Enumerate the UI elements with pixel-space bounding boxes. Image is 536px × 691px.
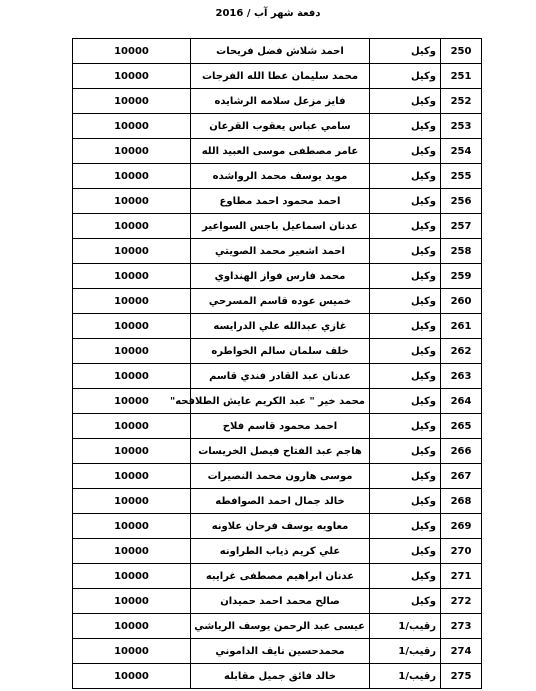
name-cell: خالد جمال احمد الصوافطه <box>191 489 370 514</box>
table-row <box>73 614 482 639</box>
table-row <box>73 464 482 489</box>
row-number-cell: 271 <box>441 564 482 589</box>
row-number-cell: 261 <box>441 314 482 339</box>
name-cell: محمد خير " عبد الكريم عايش الطلافحه" <box>191 389 370 414</box>
name-cell: سامي عباس يعقوب القرعان <box>191 114 370 139</box>
rank-cell: وكيل <box>370 589 441 614</box>
payment-table <box>72 38 482 689</box>
amount-cell: 10000 <box>73 139 191 164</box>
table-row <box>73 589 482 614</box>
name-cell: غازي عبدالله علي الدرايسه <box>191 314 370 339</box>
table-row <box>73 214 482 239</box>
amount-cell: 10000 <box>73 639 191 664</box>
row-number-cell: 264 <box>441 389 482 414</box>
name-cell: عدنان عبد القادر فندي قاسم <box>191 364 370 389</box>
amount-cell: 10000 <box>73 39 191 64</box>
amount-cell: 10000 <box>73 414 191 439</box>
row-number-cell: 272 <box>441 589 482 614</box>
amount-cell: 10000 <box>73 314 191 339</box>
amount-cell: 10000 <box>73 64 191 89</box>
table-row <box>73 414 482 439</box>
page-title: دفعة شهر آب / 2016 <box>215 8 321 19</box>
amount-cell: 10000 <box>73 364 191 389</box>
row-number-cell: 251 <box>441 64 482 89</box>
amount-cell: 10000 <box>73 189 191 214</box>
row-number-cell: 275 <box>441 664 482 689</box>
table-row <box>73 364 482 389</box>
name-cell: محمد سليمان عطا الله الفرجات <box>191 64 370 89</box>
rank-cell: وكيل <box>370 364 441 389</box>
row-number-cell: 256 <box>441 189 482 214</box>
rank-cell: وكيل <box>370 439 441 464</box>
name-cell: محمد فارس فواز الهنداوي <box>191 264 370 289</box>
table-row <box>73 239 482 264</box>
table-row <box>73 89 482 114</box>
rank-cell: وكيل <box>370 64 441 89</box>
amount-cell: 10000 <box>73 264 191 289</box>
name-cell: فايز مزعل سلامه الرشايده <box>191 89 370 114</box>
rank-cell: وكيل <box>370 514 441 539</box>
name-cell: عدنان ابراهيم مصطفى غرايبه <box>191 564 370 589</box>
table-row <box>73 314 482 339</box>
table-row <box>73 439 482 464</box>
row-number-cell: 255 <box>441 164 482 189</box>
name-cell: خالد فائق جميل مقابله <box>191 664 370 689</box>
table-row <box>73 114 482 139</box>
table-row <box>73 639 482 664</box>
row-number-cell: 252 <box>441 89 482 114</box>
name-cell: احمد محمود قاسم فلاح <box>191 414 370 439</box>
amount-cell: 10000 <box>73 589 191 614</box>
row-number-cell: 260 <box>441 289 482 314</box>
row-number-cell: 266 <box>441 439 482 464</box>
amount-cell: 10000 <box>73 489 191 514</box>
table-row <box>73 664 482 689</box>
rank-cell: وكيل <box>370 139 441 164</box>
amount-cell: 10000 <box>73 339 191 364</box>
amount-cell: 10000 <box>73 214 191 239</box>
rank-cell: وكيل <box>370 539 441 564</box>
name-cell: احمد اشعير محمد الصويتي <box>191 239 370 264</box>
amount-cell: 10000 <box>73 514 191 539</box>
row-number-cell: 265 <box>441 414 482 439</box>
name-cell: صالح محمد احمد حميدان <box>191 589 370 614</box>
rank-cell: رقيب/1 <box>370 614 441 639</box>
amount-cell: 10000 <box>73 439 191 464</box>
amount-cell: 10000 <box>73 664 191 689</box>
rank-cell: وكيل <box>370 389 441 414</box>
rank-cell: وكيل <box>370 189 441 214</box>
name-cell: احمد شلاش فضل فريحات <box>191 39 370 64</box>
row-number-cell: 253 <box>441 114 482 139</box>
name-cell: علي كريم ذياب الطراونه <box>191 539 370 564</box>
rank-cell: وكيل <box>370 214 441 239</box>
name-cell: محمدحسين نايف الداموني <box>191 639 370 664</box>
amount-cell: 10000 <box>73 539 191 564</box>
table-row <box>73 64 482 89</box>
table-row <box>73 339 482 364</box>
amount-cell: 10000 <box>73 389 191 414</box>
rank-cell: وكيل <box>370 489 441 514</box>
table-row <box>73 564 482 589</box>
amount-cell: 10000 <box>73 464 191 489</box>
name-cell: عدنان اسماعيل باجس السواعير <box>191 214 370 239</box>
name-cell: خلف سلمان سالم الخواطره <box>191 339 370 364</box>
table-row <box>73 189 482 214</box>
row-number-cell: 263 <box>441 364 482 389</box>
rank-cell: وكيل <box>370 314 441 339</box>
row-number-cell: 268 <box>441 489 482 514</box>
amount-cell: 10000 <box>73 89 191 114</box>
name-cell: موسى هارون محمد النصيرات <box>191 464 370 489</box>
rank-cell: وكيل <box>370 89 441 114</box>
amount-cell: 10000 <box>73 289 191 314</box>
name-cell: خميس عوده قاسم المسرحي <box>191 289 370 314</box>
row-number-cell: 273 <box>441 614 482 639</box>
row-number-cell: 259 <box>441 264 482 289</box>
table-row <box>73 489 482 514</box>
row-number-cell: 254 <box>441 139 482 164</box>
table-row <box>73 514 482 539</box>
table-row <box>73 164 482 189</box>
name-cell: احمد محمود احمد مطاوع <box>191 189 370 214</box>
row-number-cell: 262 <box>441 339 482 364</box>
amount-cell: 10000 <box>73 564 191 589</box>
rank-cell: وكيل <box>370 464 441 489</box>
payment-table-body <box>73 39 482 689</box>
rank-cell: وكيل <box>370 264 441 289</box>
row-number-cell: 257 <box>441 214 482 239</box>
row-number-cell: 270 <box>441 539 482 564</box>
amount-cell: 10000 <box>73 114 191 139</box>
row-number-cell: 267 <box>441 464 482 489</box>
rank-cell: وكيل <box>370 239 441 264</box>
amount-cell: 10000 <box>73 614 191 639</box>
row-number-cell: 274 <box>441 639 482 664</box>
rank-cell: رقيب/1 <box>370 664 441 689</box>
table-row <box>73 289 482 314</box>
table-row <box>73 389 482 414</box>
rank-cell: وكيل <box>370 564 441 589</box>
rank-cell: رقيب/1 <box>370 639 441 664</box>
table-row <box>73 264 482 289</box>
name-cell: عيسى عبد الرحمن يوسف الرياشي <box>191 614 370 639</box>
name-cell: عامر مصطفى موسى العبيد الله <box>191 139 370 164</box>
row-number-cell: 269 <box>441 514 482 539</box>
table-row <box>73 539 482 564</box>
amount-cell: 10000 <box>73 164 191 189</box>
row-number-cell: 258 <box>441 239 482 264</box>
table-row <box>73 139 482 164</box>
table-row <box>73 39 482 64</box>
name-cell: هاجم عبد الفتاح فيصل الخريسات <box>191 439 370 464</box>
row-number-cell: 250 <box>441 39 482 64</box>
rank-cell: وكيل <box>370 164 441 189</box>
rank-cell: وكيل <box>370 339 441 364</box>
amount-cell: 10000 <box>73 239 191 264</box>
name-cell: معاويه يوسف فرحان علاونه <box>191 514 370 539</box>
rank-cell: وكيل <box>370 114 441 139</box>
rank-cell: وكيل <box>370 289 441 314</box>
rank-cell: وكيل <box>370 414 441 439</box>
rank-cell: وكيل <box>370 39 441 64</box>
name-cell: مويد يوسف محمد الرواشده <box>191 164 370 189</box>
